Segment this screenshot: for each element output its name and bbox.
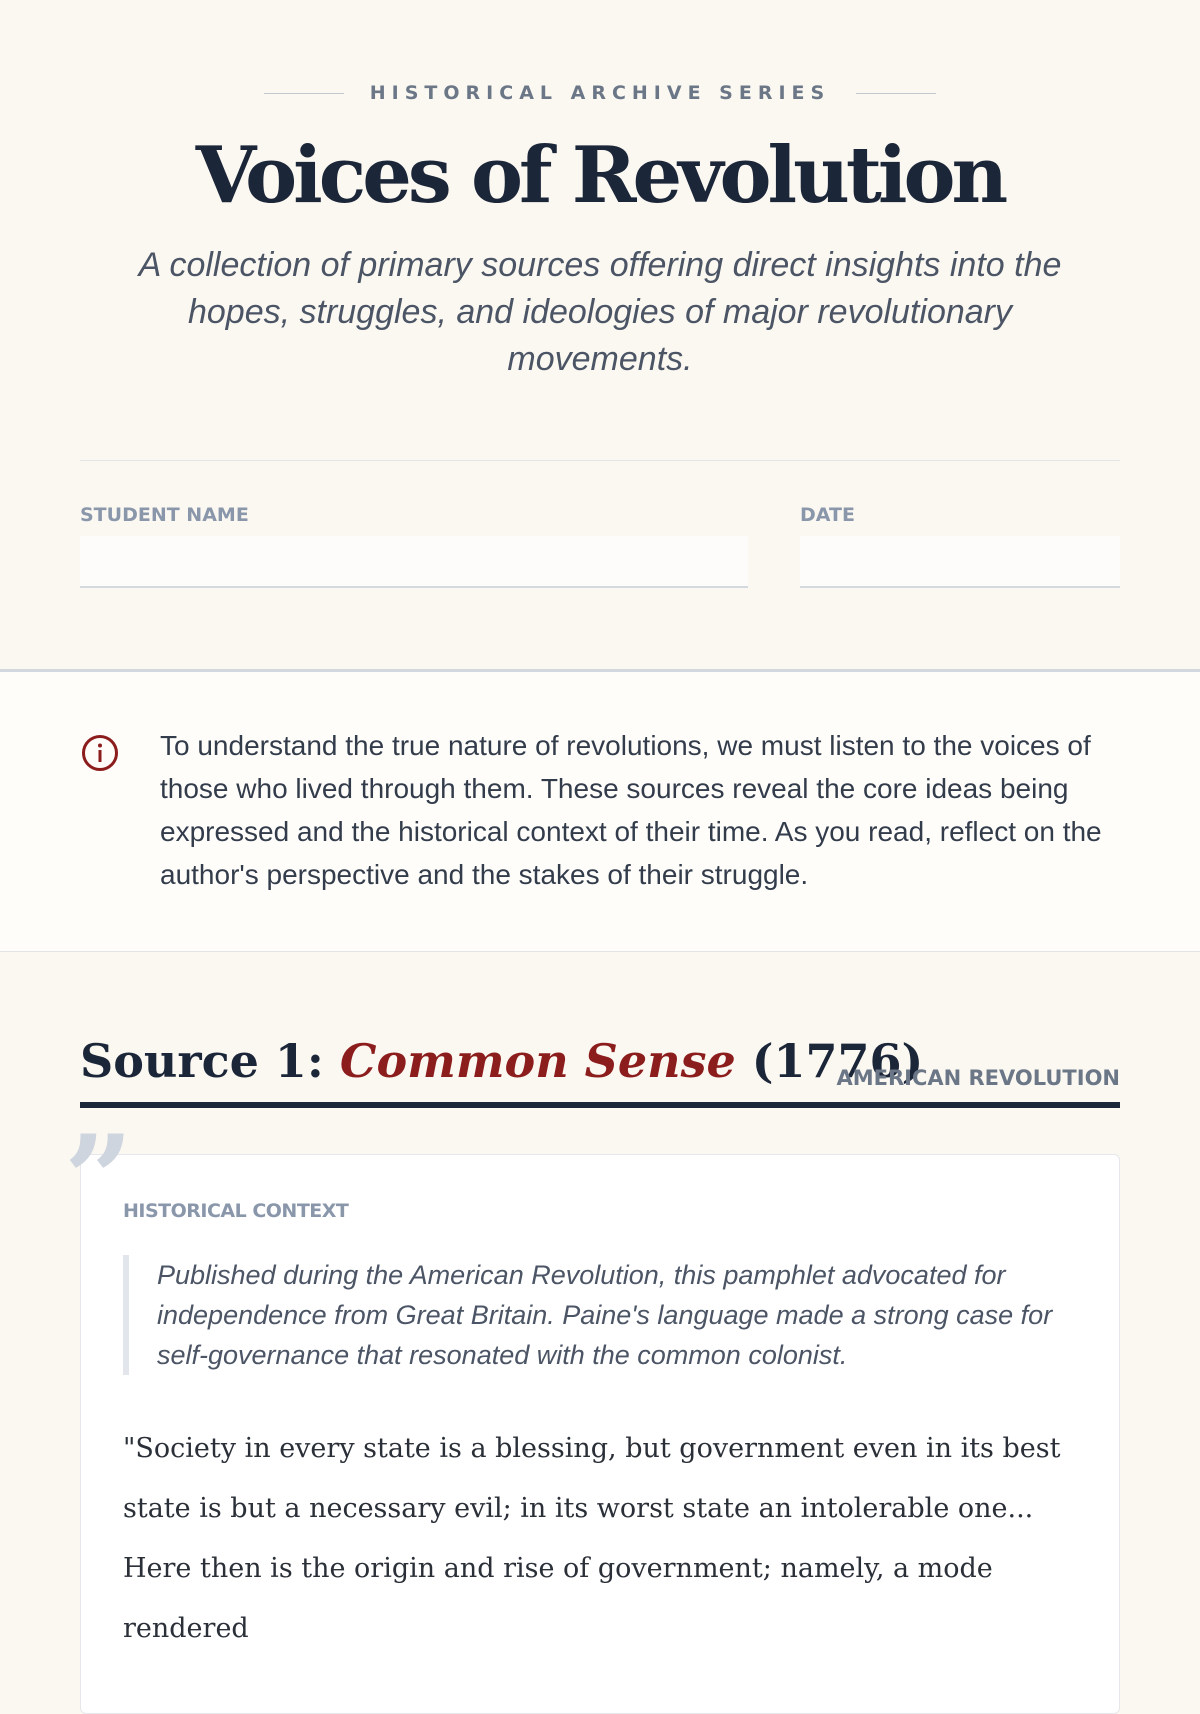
source-1-card	[80, 1154, 1120, 1714]
historical-context-text: Published during the American Revolution, this pamphlet advocated for independence from Great Britain. Paine's language made a strong case for self-governance that resonated with the common colonist.	[123, 1255, 1073, 1375]
source-1-excerpt: "Society in every state is a blessing, but government even in its best state is but a necessary evil; in its worst state an intolerable one... Here then is the origin and rise of government; namely, a mode rendered	[123, 1433, 1061, 1644]
source-1-prefix: Source 1:	[80, 1034, 340, 1088]
eyebrow-divider-left	[264, 93, 344, 94]
date-field	[800, 500, 1120, 588]
info-icon	[80, 733, 120, 773]
form-divider	[80, 460, 1120, 461]
eyebrow-divider-right	[856, 93, 936, 94]
historical-context-label: HISTORICAL CONTEXT	[123, 1200, 349, 1222]
student-name-label: STUDENT NAME	[80, 504, 249, 526]
intro-text: To understand the true nature of revolutions, we must listen to the voices of those who lived through them. These sources reveal the core ideas being expressed and the historical context of their time. As you read, reflect on the author's perspective and the stakes of their struggle.	[160, 730, 1102, 890]
intro-callout	[0, 669, 1200, 952]
source-1-work-title: Common Sense	[339, 1034, 736, 1088]
page-title: Voices of Revolution	[195, 130, 1005, 221]
series-label: HISTORICAL ARCHIVE SERIES	[369, 82, 831, 104]
date-input[interactable]	[800, 536, 1120, 588]
source-1-heading	[80, 1020, 1120, 1108]
page-subtitle: A collection of primary sources offering direct insights into the hopes, struggles, and ideologies of major revolutionary movements.	[138, 246, 1062, 378]
student-name-field	[80, 500, 748, 588]
student-name-input[interactable]	[80, 536, 748, 588]
page-header	[0, 0, 1200, 669]
source-1-section	[64, 1020, 1120, 1644]
source-1-movement-tag: AMERICAN REVOLUTION	[836, 1066, 1120, 1090]
date-label: DATE	[800, 504, 855, 526]
quote-icon: ”	[64, 1109, 134, 1250]
series-eyebrow	[0, 80, 1200, 106]
source-1-title	[80, 1030, 923, 1092]
source-1-year: (1776)	[735, 1034, 924, 1088]
